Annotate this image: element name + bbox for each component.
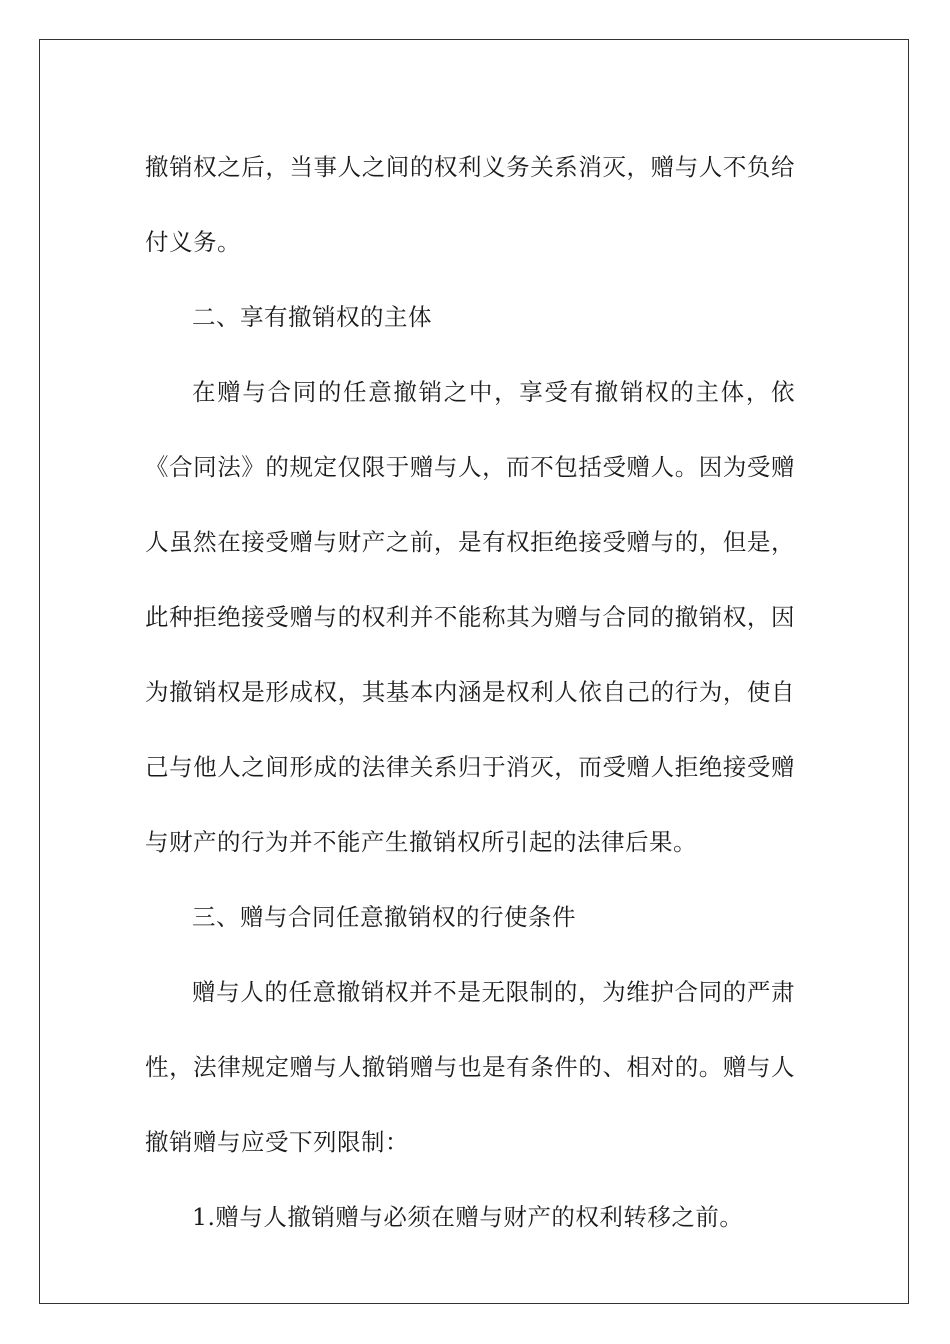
document-body — [145, 130, 795, 1255]
section-heading-3: 三、赠与合同任意撤销权的行使条件 — [192, 903, 576, 931]
paragraph-subject: 在赠与合同的任意撤销之中，享受有撤销权的主体，依《合同法》的规定仅限于赠与人，而不包括受赠人。因为受赠人虽然在接受赠与财产之前，是有权拒绝接受赠与的，但是，此种拒绝接受赠与的权利并不能称其为赠与合同的撤销权，因为撤销权是形成权，其基本内涵是权利人依自己的行为，使自己与他人之间形成的法律关系归于消灭，而受赠人拒绝接受赠与财产的行为并不能产生撤销权所引起的法律后果。 — [145, 378, 795, 856]
section-heading-2: 二、享有撤销权的主体 — [192, 303, 432, 331]
paragraph-continuation: 撤销权之后，当事人之间的权利义务关系消灭，赠与人不负给付义务。 — [145, 153, 795, 256]
paragraph-conditions: 赠与人的任意撤销权并不是无限制的，为维护合同的严肃性，法律规定赠与人撤销赠与也是有条件的、相对的。赠与人撤销赠与应受下列限制： — [145, 978, 795, 1156]
list-item-1: 1.赠与人撤销赠与必须在赠与财产的权利转移之前。 — [192, 1203, 744, 1231]
